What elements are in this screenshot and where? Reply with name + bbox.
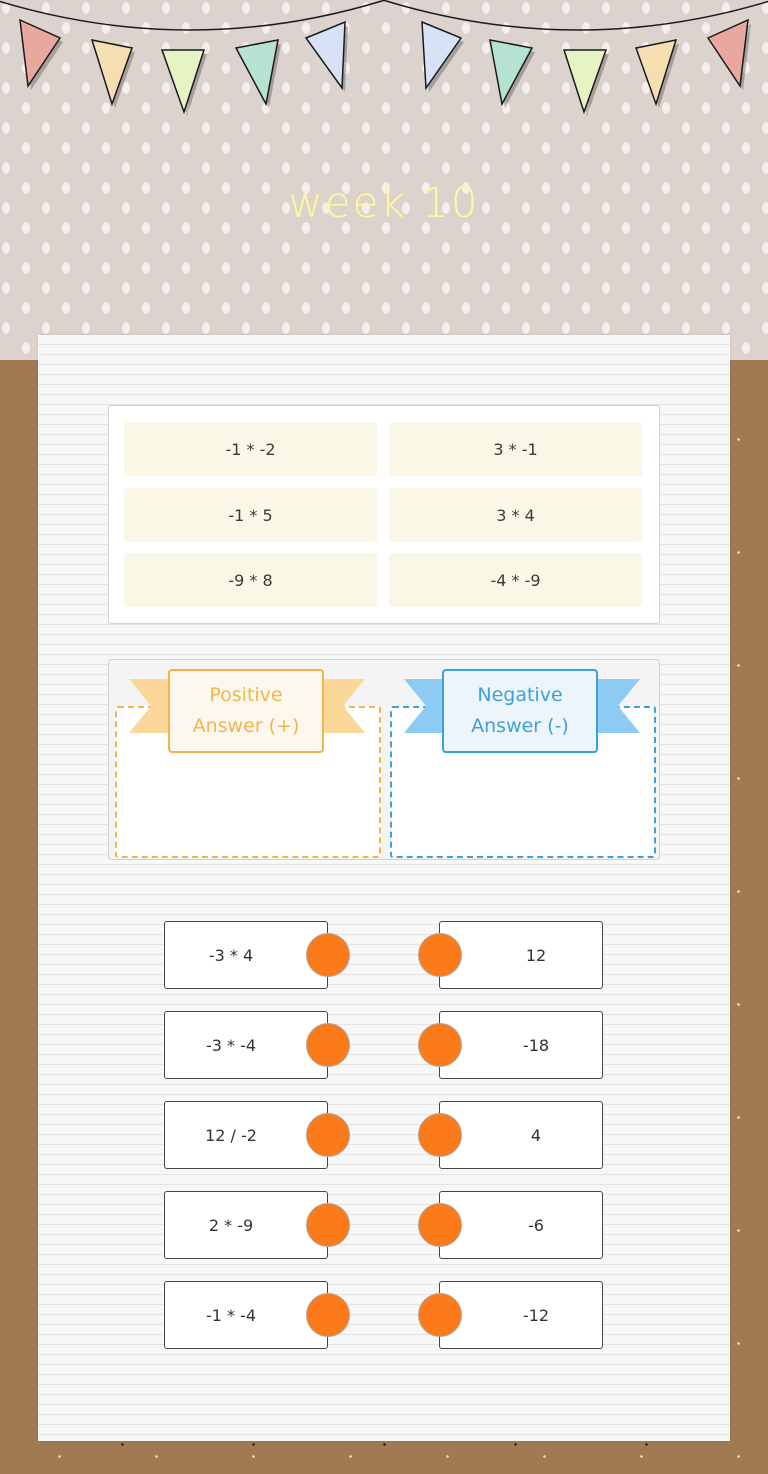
positive-label-line2: Answer (+) (192, 715, 300, 737)
match-left-item: -1 * -4 (164, 1281, 328, 1349)
right-connector-knob[interactable] (418, 1203, 462, 1247)
draggable-chips-card (108, 405, 660, 624)
chip-item[interactable]: 3 * 4 (389, 488, 642, 542)
left-connector-knob[interactable] (306, 1023, 350, 1067)
match-left-item: -3 * -4 (164, 1011, 328, 1079)
bunting-flag (236, 40, 278, 104)
match-left-item: 12 / -2 (164, 1101, 328, 1169)
negative-label-line1: Negative (477, 684, 563, 706)
left-connector-knob[interactable] (306, 933, 350, 977)
negative-label-line2: Answer (-) (471, 715, 569, 737)
left-connector-knob[interactable] (306, 1293, 350, 1337)
bunting-decoration (0, 0, 768, 120)
chip-item[interactable]: 3 * -1 (389, 422, 642, 476)
negative-answer-label (442, 669, 598, 753)
chip-item[interactable]: -9 * 8 (124, 553, 377, 607)
chip-item[interactable]: -1 * 5 (124, 488, 377, 542)
left-connector-knob[interactable] (306, 1113, 350, 1157)
chip-item[interactable]: -4 * -9 (389, 553, 642, 607)
right-connector-knob[interactable] (418, 1293, 462, 1337)
match-left-item: 2 * -9 (164, 1191, 328, 1259)
right-connector-knob[interactable] (418, 1023, 462, 1067)
right-connector-knob[interactable] (418, 933, 462, 977)
match-left-item: -3 * 4 (164, 921, 328, 989)
match-right-item: -12 (439, 1281, 603, 1349)
match-right-item: -18 (439, 1011, 603, 1079)
chip-item[interactable]: -1 * -2 (124, 422, 377, 476)
positive-answer-label (168, 669, 324, 753)
match-right-item: 4 (439, 1101, 603, 1169)
page-title: week 10 (288, 178, 480, 227)
sorting-bins-card (108, 659, 660, 860)
bunting-flag (306, 22, 345, 88)
bunting-flag (422, 22, 461, 88)
match-right-item: 12 (439, 921, 603, 989)
match-right-item: -6 (439, 1191, 603, 1259)
positive-label-line1: Positive (209, 684, 283, 706)
right-connector-knob[interactable] (418, 1113, 462, 1157)
left-connector-knob[interactable] (306, 1203, 350, 1247)
bunting-flag (564, 50, 606, 112)
